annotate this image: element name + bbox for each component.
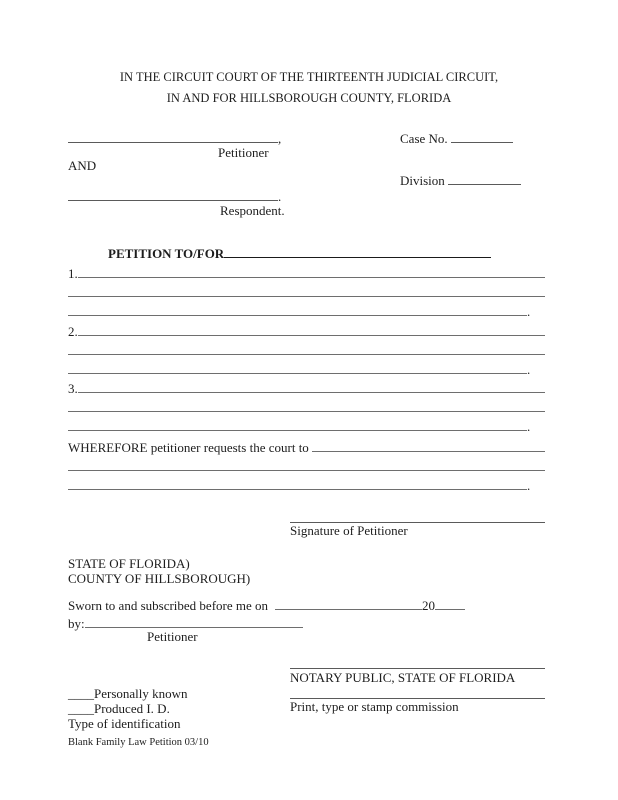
respondent-blank-line xyxy=(68,188,278,201)
form-footer: Blank Family Law Petition 03/10 xyxy=(68,737,209,748)
blank-line xyxy=(78,277,545,278)
blank-line xyxy=(68,489,527,490)
item-3-line-1 xyxy=(68,374,545,396)
by-name-blank xyxy=(85,627,303,628)
petition-heading-blank-line xyxy=(224,245,491,258)
respondent-label: Respondent. xyxy=(220,203,285,218)
signature-label: Signature of Petitioner xyxy=(290,523,408,538)
respondent-line-suffix: . xyxy=(278,189,282,204)
division-label: Division xyxy=(400,173,445,188)
blank-line xyxy=(68,296,545,297)
blank-line xyxy=(78,392,545,393)
blank-line xyxy=(312,451,545,452)
division-field xyxy=(400,172,521,189)
sworn-row xyxy=(68,595,465,613)
item-1-line-1 xyxy=(68,259,545,281)
wherefore-line-1 xyxy=(68,433,545,455)
by-label: by: xyxy=(68,616,85,631)
court-header xyxy=(0,67,618,109)
item-3-line-2 xyxy=(68,393,545,412)
blank-line xyxy=(68,411,545,412)
wherefore-line-3 xyxy=(68,471,545,493)
blank-line xyxy=(68,354,545,355)
item-1-line-3 xyxy=(68,297,545,319)
division-blank-line xyxy=(448,172,521,185)
signature-blank-line xyxy=(290,508,545,523)
year-blank xyxy=(435,609,465,610)
line-end-period: . xyxy=(527,304,531,319)
notary-block xyxy=(290,654,545,715)
by-petitioner-label: Petitioner xyxy=(147,629,198,644)
blank-line xyxy=(68,430,527,431)
year-prefix: 20 xyxy=(422,598,435,613)
item-1-line-2 xyxy=(68,278,545,297)
item-2-line-1 xyxy=(68,317,545,339)
venue-block xyxy=(68,556,250,586)
and-label: AND xyxy=(68,158,97,173)
item-1-number: 1. xyxy=(68,266,78,281)
court-title-line1: IN THE CIRCUIT COURT OF THE THIRTEENTH JUDICIAL CIRCUIT, xyxy=(119,70,499,84)
by-line xyxy=(68,613,303,631)
signature-block xyxy=(290,508,545,539)
notary-signature-blank-line xyxy=(290,654,545,669)
produced-id-option: ____Produced I. D. xyxy=(68,701,170,716)
item-3-line-3 xyxy=(68,412,545,434)
item-3-number: 3. xyxy=(68,381,78,396)
line-end-period: . xyxy=(527,362,531,377)
petitioner-line-suffix: , xyxy=(278,131,282,146)
line-end-period: . xyxy=(527,478,531,493)
item-2-number: 2. xyxy=(68,324,78,339)
identification-block xyxy=(68,686,188,731)
wherefore-text: WHEREFORE petitioner requests the court to xyxy=(68,440,313,455)
item-2-line-2 xyxy=(68,336,545,355)
court-title-line2: IN AND FOR HILLSBOROUGH COUNTY, FLORIDA xyxy=(166,91,452,105)
state-line: STATE OF FLORIDA) xyxy=(68,556,190,571)
commission-label: Print, type or stamp commission xyxy=(290,699,459,714)
by-row xyxy=(68,613,303,631)
line-end-period: . xyxy=(527,419,531,434)
commission-blank-line xyxy=(290,686,545,699)
blank-line xyxy=(68,470,545,471)
type-of-identification-label: Type of identification xyxy=(68,716,181,731)
sworn-date-blank xyxy=(275,609,422,610)
blank-line xyxy=(78,335,545,336)
sworn-line xyxy=(68,595,465,613)
case-no-field xyxy=(400,130,513,147)
petition-item-3 xyxy=(68,374,545,434)
personally-known-option: ____Personally known xyxy=(68,686,188,701)
case-no-label: Case No. xyxy=(400,131,448,146)
petitioner-label: Petitioner xyxy=(218,145,269,160)
item-2-line-3 xyxy=(68,355,545,377)
blank-line xyxy=(68,315,527,316)
petition-heading-label: PETITION TO/FOR xyxy=(108,246,225,261)
notary-title: NOTARY PUBLIC, STATE OF FLORIDA xyxy=(290,670,516,685)
case-no-blank-line xyxy=(451,130,513,143)
sworn-text: Sworn to and subscribed before me on xyxy=(68,598,272,613)
petition-item-2 xyxy=(68,317,545,377)
county-line: COUNTY OF HILLSBOROUGH) xyxy=(68,571,251,586)
wherefore-clause xyxy=(68,433,545,493)
petition-item-1 xyxy=(68,259,545,319)
petitioner-blank-line xyxy=(68,130,278,143)
